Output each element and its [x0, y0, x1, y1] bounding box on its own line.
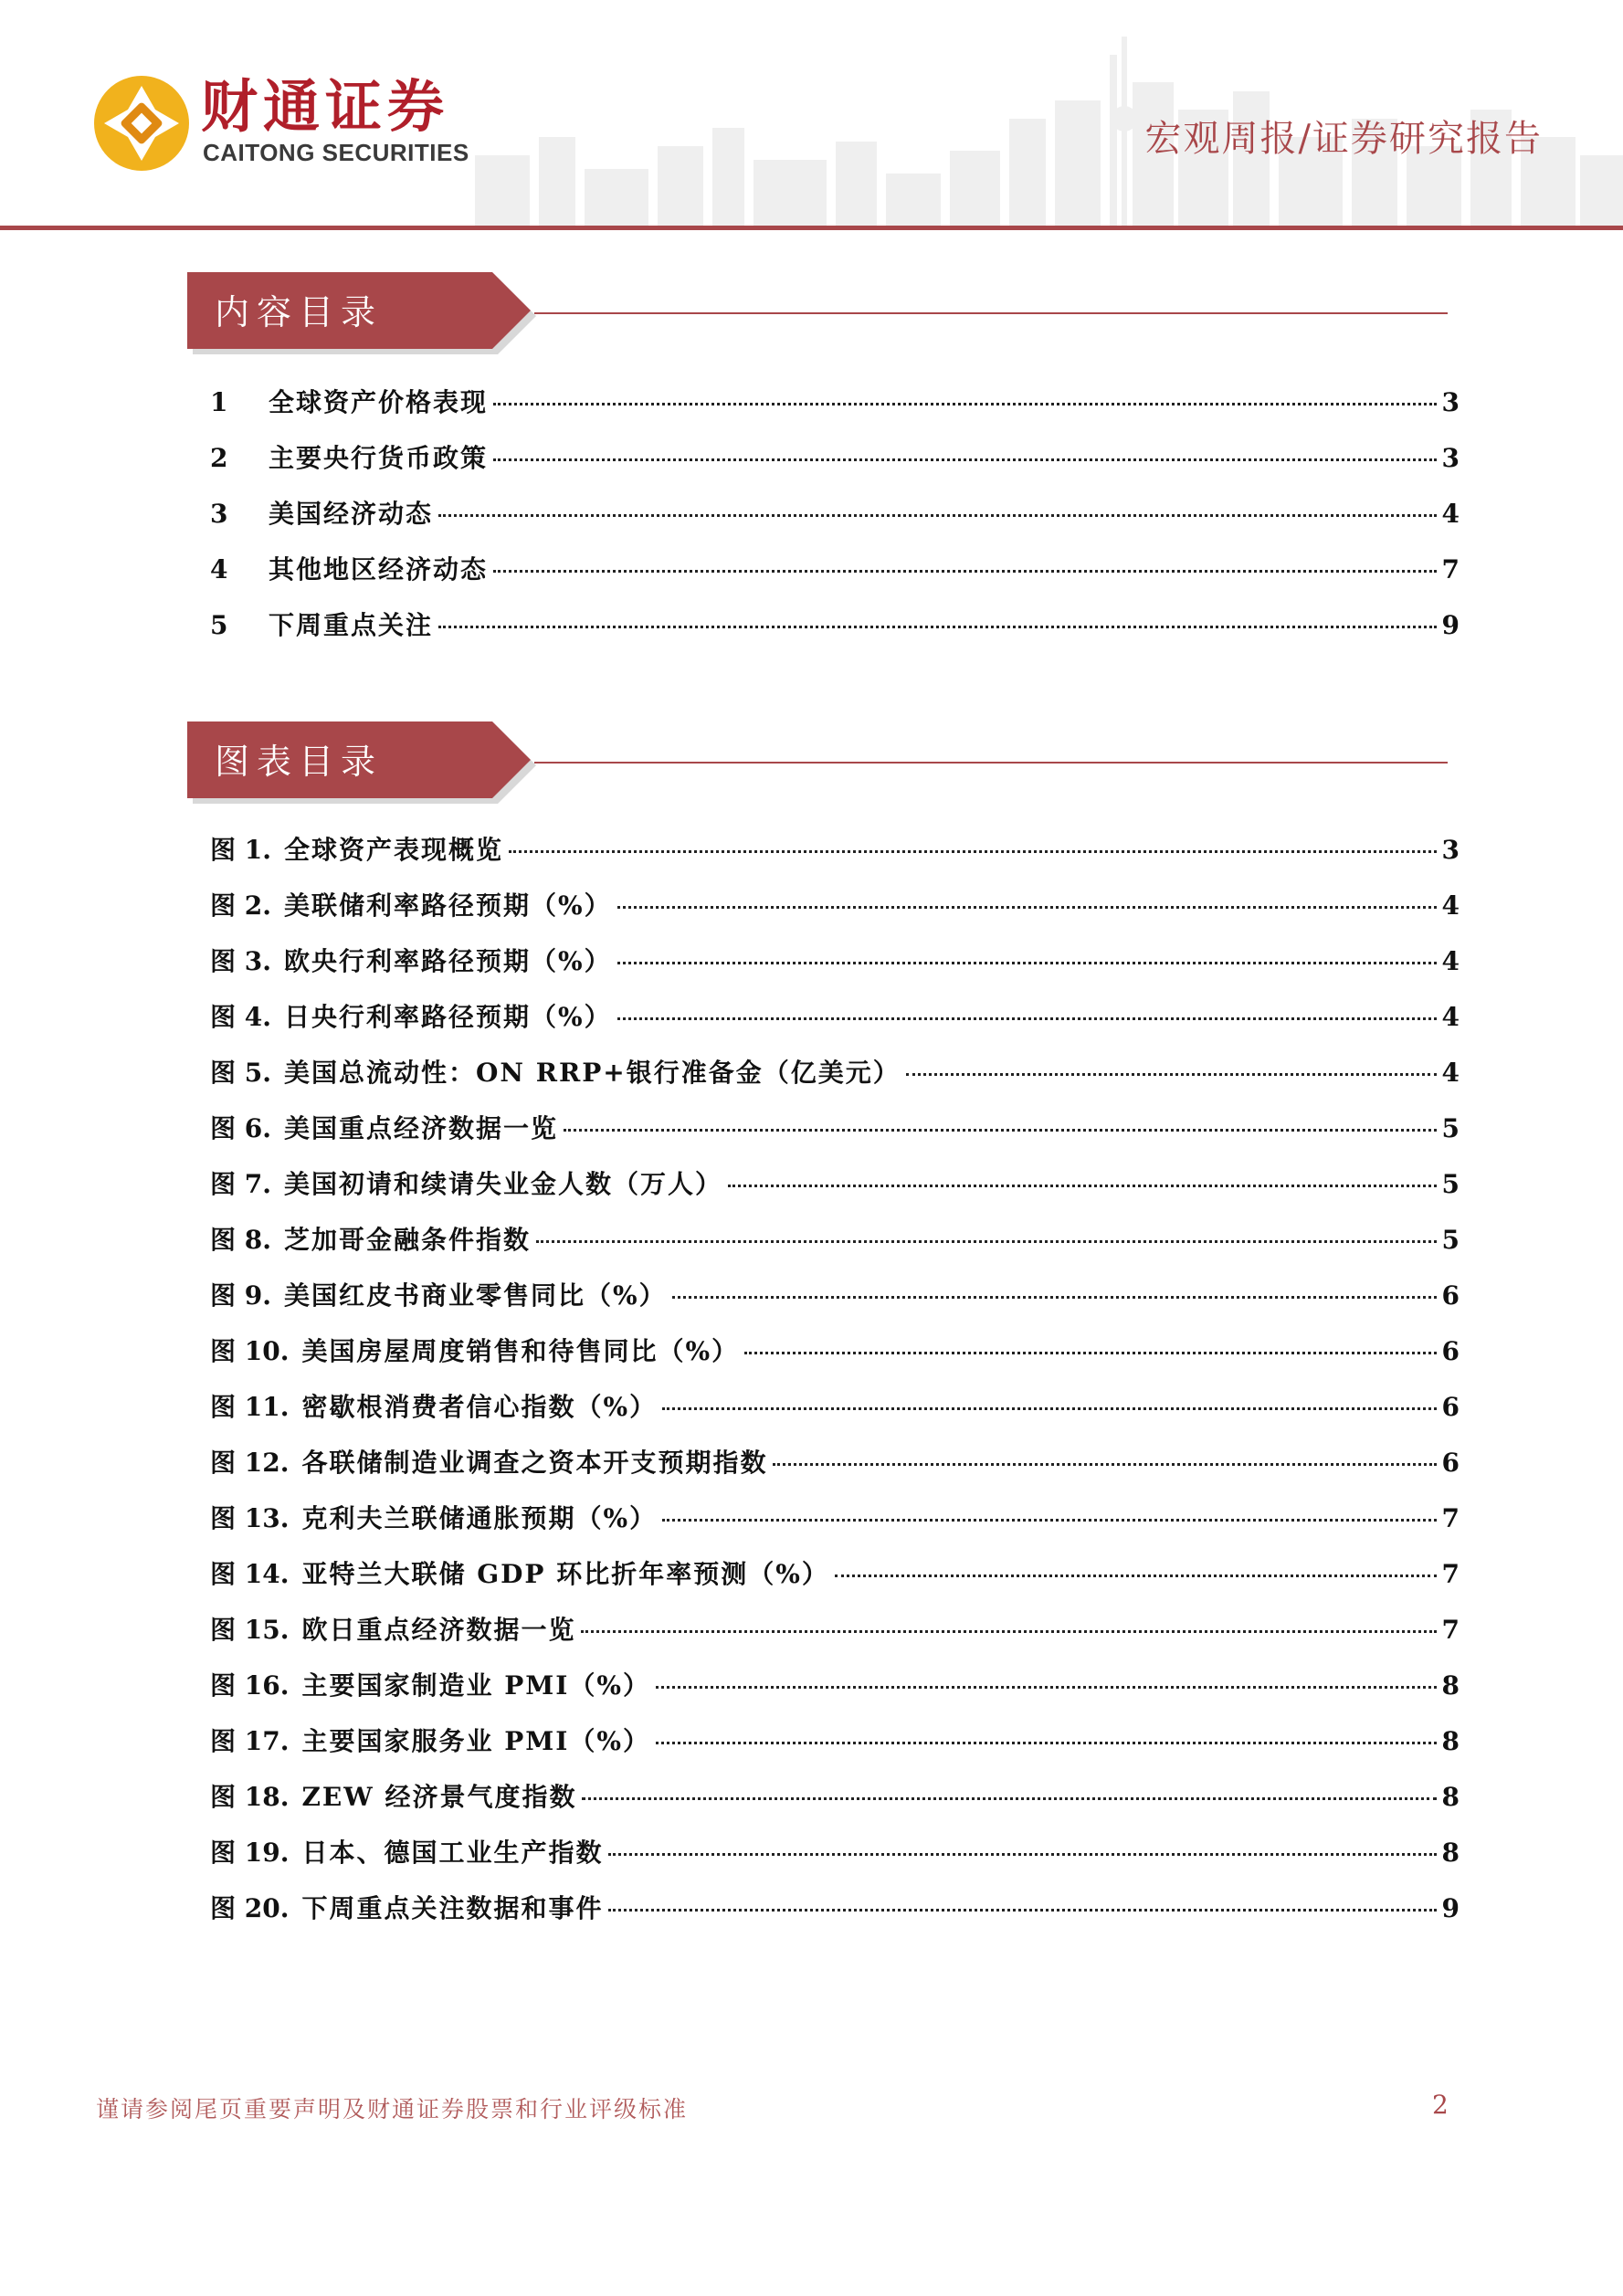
figure-item-title: 主要国家服务业 PMI（%）	[301, 1726, 650, 1756]
toc-section-title: 内容目录	[215, 292, 384, 332]
figure-section-banner	[187, 721, 1466, 804]
figure-item-title: 美国红皮书商业零售同比（%）	[283, 1280, 667, 1311]
figure-item[interactable]	[210, 1045, 1460, 1101]
figure-item-label: 图 10.	[210, 1336, 290, 1366]
figure-item-label: 图 9.	[210, 1280, 271, 1311]
toc-leader-dots	[493, 458, 1437, 461]
figure-item[interactable]	[210, 989, 1460, 1045]
banner-line	[534, 312, 1448, 314]
figure-item-page: 8	[1441, 1782, 1460, 1812]
toc-leader-dots	[493, 403, 1437, 405]
toc-leader-dots	[617, 906, 1437, 909]
figure-item-label: 图 7.	[210, 1169, 271, 1199]
figure-item-title: 美国重点经济数据一览	[283, 1113, 558, 1143]
toc-leader-dots	[662, 1519, 1436, 1522]
toc-leader-dots	[438, 514, 1437, 517]
figure-item-page: 9	[1441, 1893, 1460, 1923]
figure-item-title: 亚特兰大联储 GDP 环比折年率预测（%）	[301, 1559, 829, 1589]
figure-item-page: 6	[1441, 1280, 1460, 1311]
figure-item-label: 图 20.	[210, 1893, 290, 1923]
figure-item-page: 3	[1441, 835, 1460, 865]
figure-item-page: 7	[1441, 1615, 1460, 1645]
figure-item-label: 图 19.	[210, 1838, 290, 1868]
figure-item[interactable]	[210, 1880, 1460, 1936]
figure-item[interactable]	[210, 1490, 1460, 1546]
figure-item-page: 7	[1441, 1559, 1460, 1589]
toc-leader-dots	[564, 1129, 1437, 1132]
toc-item[interactable]	[210, 486, 1460, 542]
figure-item-label: 图 13.	[210, 1503, 290, 1533]
figure-item-title: 美国总流动性：ON RRP+银行准备金（亿美元）	[283, 1058, 901, 1088]
figure-item-title: 欧日重点经济数据一览	[301, 1615, 576, 1645]
toc-item-number: 4	[210, 554, 228, 585]
figure-item-page: 8	[1441, 1838, 1460, 1868]
toc-leader-dots	[617, 962, 1437, 964]
figure-item[interactable]	[210, 1379, 1460, 1435]
figure-list	[210, 822, 1460, 1936]
figure-item-title: 美国房屋周度销售和待售同比（%）	[301, 1336, 740, 1366]
toc-leader-dots	[581, 1630, 1436, 1633]
figure-item-title: 美联储利率路径预期（%）	[283, 890, 612, 921]
figure-item-page: 6	[1441, 1392, 1460, 1422]
figure-item-label: 图 18.	[210, 1782, 290, 1812]
figure-item-page: 5	[1441, 1113, 1460, 1143]
figure-item[interactable]	[210, 1825, 1460, 1880]
figure-item-page: 4	[1441, 1058, 1460, 1088]
footer-page-number: 2	[1432, 2090, 1449, 2120]
toc-item-title: 主要央行货币政策	[269, 443, 489, 473]
figure-item-title: 密歇根消费者信心指数（%）	[301, 1392, 658, 1422]
toc-item[interactable]	[210, 430, 1460, 486]
report-type-label: 宏观周报/证券研究报告	[1144, 118, 1543, 160]
figure-section-title: 图表目录	[215, 742, 384, 782]
figure-item-page: 8	[1441, 1726, 1460, 1756]
toc-leader-dots	[656, 1742, 1437, 1744]
toc-item[interactable]	[210, 374, 1460, 430]
toc-leader-dots	[773, 1463, 1436, 1466]
figure-item-page: 6	[1441, 1336, 1460, 1366]
figure-item[interactable]	[210, 933, 1460, 989]
toc-leader-dots	[617, 1017, 1437, 1020]
figure-item-page: 5	[1441, 1225, 1460, 1255]
figure-item[interactable]	[210, 1212, 1460, 1268]
toc-leader-dots	[493, 570, 1437, 573]
figure-item-label: 图 4.	[210, 1002, 271, 1032]
figure-item-title: 各联储制造业调查之资本开支预期指数	[301, 1448, 768, 1478]
figure-item[interactable]	[210, 1268, 1460, 1323]
figure-item[interactable]	[210, 822, 1460, 878]
brand-name-english: CAITONG SECURITIES	[203, 139, 469, 166]
toc-leader-dots	[656, 1686, 1437, 1689]
figure-item-title: 芝加哥金融条件指数	[283, 1225, 531, 1255]
figure-item[interactable]	[210, 1156, 1460, 1212]
figure-item-title: 欧央行利率路径预期（%）	[283, 946, 612, 976]
toc-section-banner	[187, 272, 1466, 354]
figure-item-label: 图 12.	[210, 1448, 290, 1478]
toc-leader-dots	[509, 850, 1437, 853]
toc-item-number: 2	[210, 443, 228, 473]
figure-item[interactable]	[210, 1323, 1460, 1379]
toc-leader-dots	[906, 1073, 1437, 1076]
figure-item-title: 克利夫兰联储通胀预期（%）	[301, 1503, 658, 1533]
page-header	[0, 0, 1623, 233]
figure-item-title: 全球资产表现概览	[283, 835, 503, 865]
figure-item-label: 图 17.	[210, 1726, 290, 1756]
toc-item-title: 其他地区经济动态	[269, 554, 489, 585]
toc-item-title: 美国经济动态	[269, 499, 434, 529]
toc-leader-dots	[672, 1296, 1437, 1299]
figure-item-label: 图 11.	[210, 1392, 290, 1422]
figure-item-page: 4	[1441, 890, 1460, 921]
figure-item-label: 图 6.	[210, 1113, 271, 1143]
toc-leader-dots	[835, 1575, 1437, 1577]
figure-item-label: 图 15.	[210, 1615, 290, 1645]
figure-item[interactable]	[210, 1546, 1460, 1602]
figure-item[interactable]	[210, 1101, 1460, 1156]
figure-item-title: 日本、德国工业生产指数	[301, 1838, 604, 1868]
toc-item[interactable]	[210, 597, 1460, 653]
toc-leader-dots	[582, 1797, 1436, 1800]
figure-item-label: 图 16.	[210, 1670, 290, 1701]
toc-item-title: 下周重点关注	[269, 610, 434, 640]
header-rule	[0, 226, 1623, 230]
figure-item-label: 图 8.	[210, 1225, 271, 1255]
figure-item-title: 日央行利率路径预期（%）	[283, 1002, 612, 1032]
figure-item-label: 图 2.	[210, 890, 271, 921]
footer-disclaimer: 谨请参阅尾页重要声明及财通证券股票和行业评级标准	[96, 2096, 689, 2122]
toc-item-number: 5	[210, 610, 228, 640]
figure-item[interactable]	[210, 1602, 1460, 1658]
toc-leader-dots	[728, 1185, 1437, 1187]
figure-item-label: 图 3.	[210, 946, 271, 976]
figure-item-page: 6	[1441, 1448, 1460, 1478]
figure-item[interactable]	[210, 1769, 1460, 1825]
toc-item-number: 1	[210, 387, 228, 417]
figure-item-label: 图 14.	[210, 1559, 290, 1589]
figure-item-page: 7	[1441, 1503, 1460, 1533]
figure-item-page: 4	[1441, 1002, 1460, 1032]
toc-item-page: 9	[1441, 610, 1460, 640]
figure-item-title: 主要国家制造业 PMI（%）	[301, 1670, 650, 1701]
banner-line	[534, 762, 1448, 764]
figure-item[interactable]	[210, 1713, 1460, 1769]
figure-item-page: 4	[1441, 946, 1460, 976]
toc-item-page: 3	[1441, 443, 1460, 473]
figure-item-label: 图 1.	[210, 835, 271, 865]
toc-item-page: 7	[1441, 554, 1460, 585]
toc-leader-dots	[536, 1240, 1437, 1243]
toc-leader-dots	[608, 1909, 1436, 1912]
toc-leader-dots	[608, 1853, 1436, 1856]
brand-name-chinese: 财通证券	[201, 73, 450, 140]
toc-leader-dots	[662, 1407, 1436, 1410]
figure-item-title: 美国初请和续请失业金人数（万人）	[283, 1169, 722, 1199]
toc-item-page: 3	[1441, 387, 1460, 417]
caitong-logo-icon	[91, 73, 192, 174]
figure-item-page: 5	[1441, 1169, 1460, 1199]
figure-item-page: 8	[1441, 1670, 1460, 1701]
figure-item[interactable]	[210, 878, 1460, 933]
toc-item-number: 3	[210, 499, 228, 529]
toc-leader-dots	[438, 626, 1437, 628]
toc-list	[210, 374, 1460, 653]
figure-item-title: 下周重点关注数据和事件	[301, 1893, 604, 1923]
figure-item-title: ZEW 经济景气度指数	[301, 1782, 577, 1812]
figure-item[interactable]	[210, 1658, 1460, 1713]
figure-item[interactable]	[210, 1435, 1460, 1490]
figure-item-label: 图 5.	[210, 1058, 271, 1088]
toc-item-title: 全球资产价格表现	[269, 387, 489, 417]
toc-item-page: 4	[1441, 499, 1460, 529]
toc-leader-dots	[744, 1352, 1436, 1354]
toc-item[interactable]	[210, 542, 1460, 597]
